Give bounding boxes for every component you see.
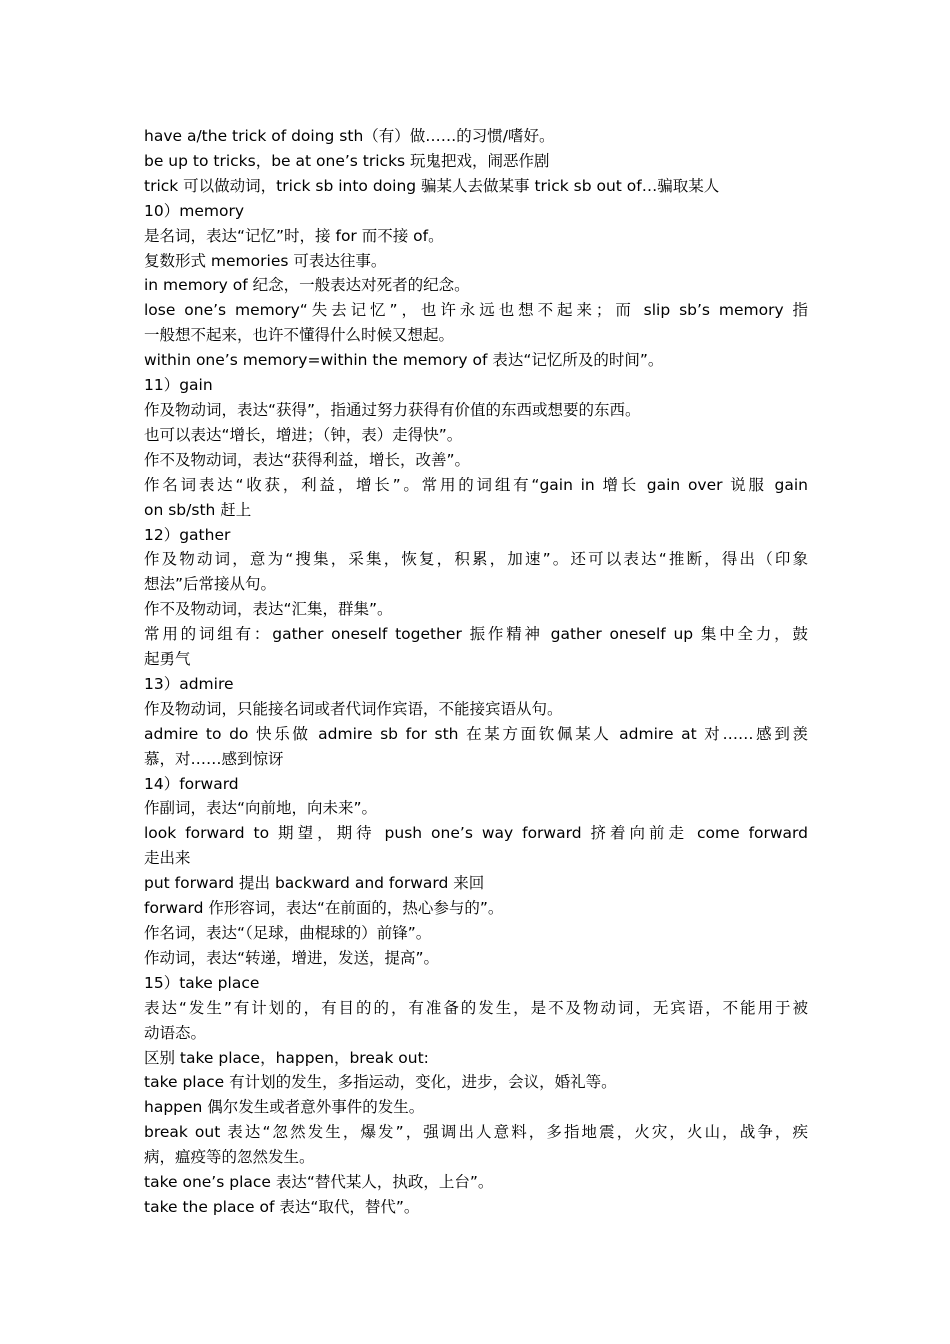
text-line: trick 可以做动词，trick sb into doing 骗某人去做某事 trick sb out of…骗取某人 [144,176,720,195]
text-line: break out 表达“忽然发生，爆发”，强调出人意料，多指地震，火灾，火山，战争，疾 [144,1123,808,1142]
text-line: have a/the trick of doing sth（有）做……的习惯/嗜好。 [144,127,555,145]
text-line: 作名词表达“收获，利益，增长”。常用的词组有“gain in 增长 gain over 说服 gain [144,475,808,494]
text-line: 一般想不起来，也许不懂得什么时候又想起。 [144,326,455,345]
text-line: be up to tricks，be at one’s tricks 玩鬼把戏，闹恶作剧 [144,151,550,170]
text-line: admire to do 快乐做 admire sb for sth 在某方面钦佩某人 admire at 对……感到羡 [144,724,808,743]
section-heading: 11）gain [144,376,213,395]
text-line: 动语态。 [144,1023,207,1042]
text-line: 作动词，表达“转递，增进，发送，提高”。 [144,948,440,967]
document-body [144,124,808,1220]
text-line: 走出来 [144,849,191,868]
text-line: 复数形式 memories 可表达往事。 [144,251,387,270]
text-line: take the place of 表达“取代，替代”。 [144,1197,420,1216]
text-line: 慕，对……感到惊讶 [144,749,284,768]
text-line: 起勇气 [144,650,191,669]
text-line: forward 作形容词，表达“在前面的，热心参与的”。 [144,899,504,918]
text-line: take one’s place 表达“替代某人，执政，上台”。 [144,1173,494,1192]
text-line: 区别 take place，happen，break out: [144,1048,429,1067]
text-line: in memory of 纪念，一般表达对死者的纪念。 [144,276,470,295]
text-line: 作及物动词，只能接名词或者代词作宾语，不能接宾语从句。 [144,699,563,718]
text-line: 表达“发生”有计划的，有目的的，有准备的发生，是不及物动词，无宾语，不能用于被 [144,998,808,1017]
text-line: 作及物动词，表达“获得”，指通过努力获得有价值的东西或想要的东西。 [144,400,641,419]
text-line: 也可以表达“增长，增进；（钟，表）走得快”。 [144,425,463,444]
text-line: 作不及物动词，表达“汇集，群集”。 [144,600,393,619]
section-heading: 12）gather [144,525,231,544]
text-line: 病，瘟疫等的忽然发生。 [144,1148,315,1167]
text-line: 是名词，表达“记忆”时，接 for 而不接 of。 [144,226,444,245]
section-heading: 10）memory [144,201,244,220]
text-line: 作及物动词，意为“搜集，采集，恢复，积累，加速”。还可以表达“推断，得出（印象 [144,550,808,569]
text-line: lose one’s memory“失去记忆”，也许永远也想不起来；而 slip sb’s memory 指 [144,301,808,320]
section-heading: 15）take place [144,973,260,992]
text-line: look forward to 期望，期待 push one’s way forward 挤着向前走 come forward [144,824,808,843]
text-line: 作副词，表达“向前地，向未来”。 [144,799,378,818]
text-line: happen 偶尔发生或者意外事件的发生。 [144,1098,425,1117]
text-line: 作不及物动词，表达“获得利益，增长，改善”。 [144,450,471,469]
text-line: 想法”后常接从句。 [144,575,277,594]
text-line: within one’s memory=within the memory of 表达“记忆所及的时间”。 [144,351,664,370]
text-line: take place 有计划的发生，多指运动，变化，进步，会议，婚礼等。 [144,1073,617,1092]
section-heading: 14）forward [144,774,239,793]
text-line: put forward 提出 backward and forward 来回 [144,874,485,893]
section-heading: 13）admire [144,674,234,693]
text-line: 作名词，表达“（足球，曲棍球的）前锋”。 [144,924,432,942]
text-line: 常用的词组有：gather oneself together 振作精神 gather oneself up 集中全力，鼓 [144,625,808,644]
text-line: on sb/sth 赶上 [144,500,252,519]
